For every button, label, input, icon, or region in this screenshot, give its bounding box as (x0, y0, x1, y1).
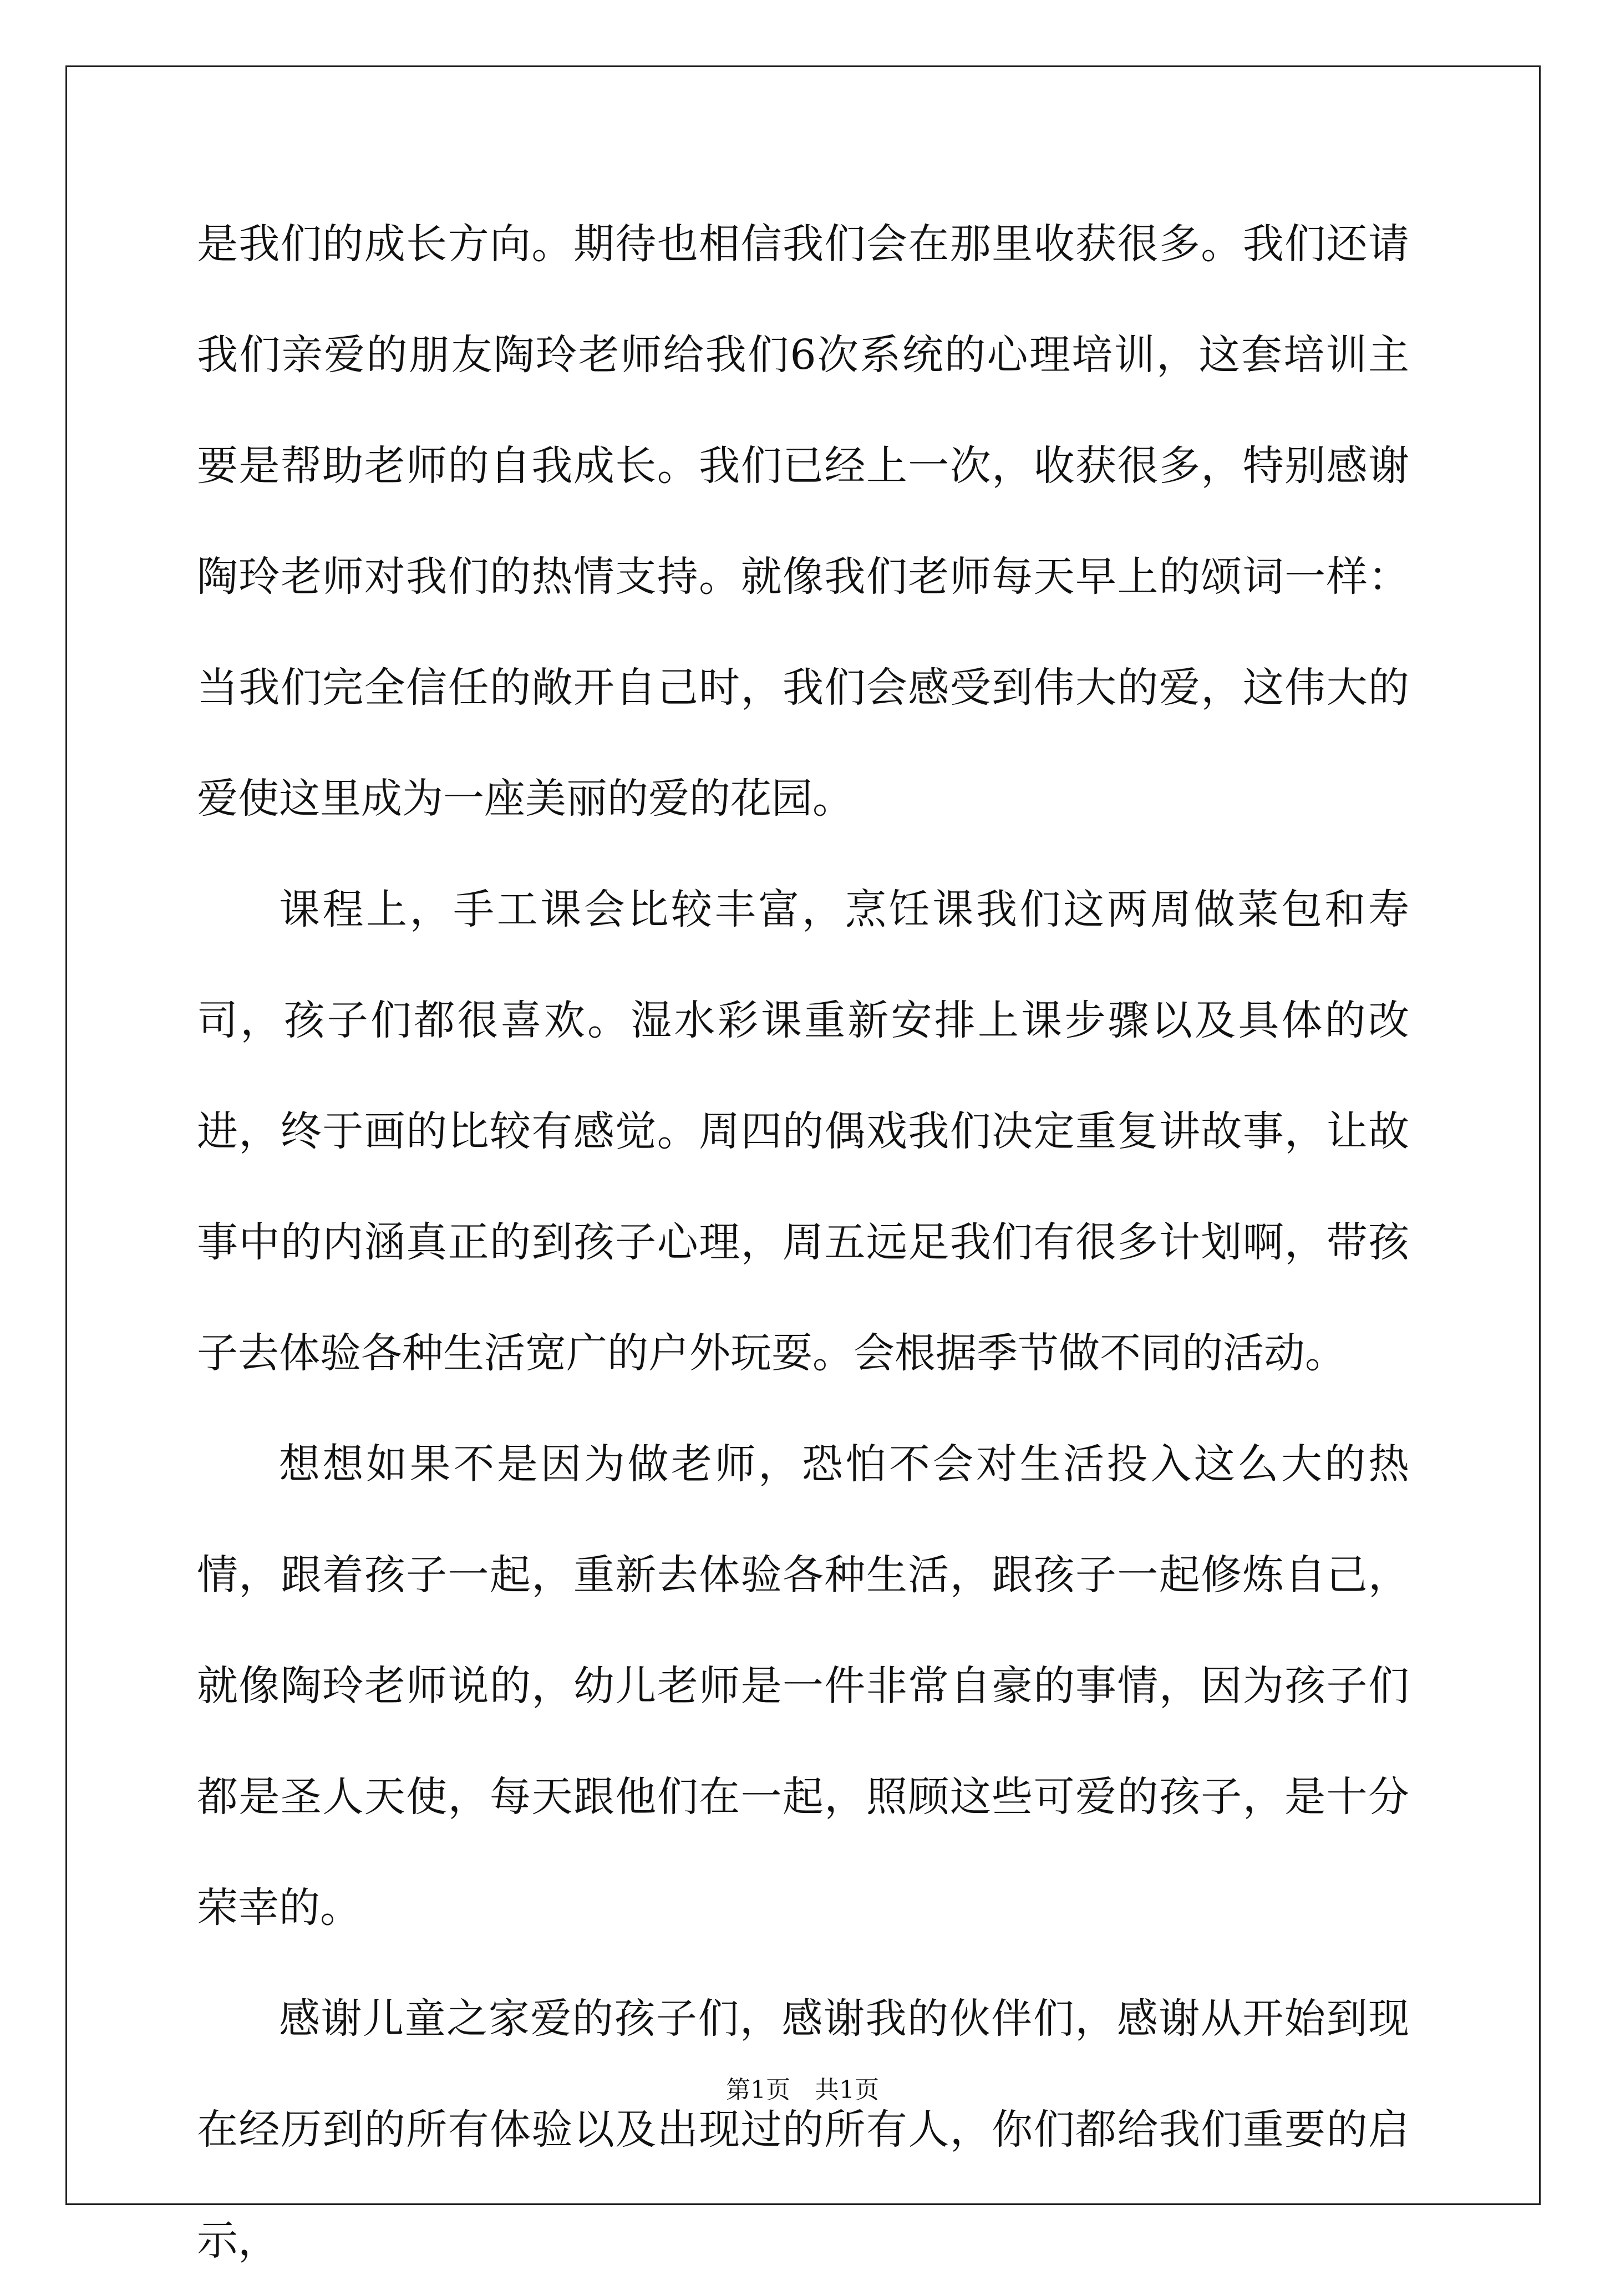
page-footer (0, 2070, 1605, 2105)
document-body (197, 189, 1409, 2296)
paragraph-1: 是我们的成长方向。期待也相信我们会在那里收获很多。我们还请我们亲爱的朋友陶玲老师给我们6次系统的心理培训，这套培训主要是帮助老师的自我成长。我们已经上一次，收获很多，特别感谢陶玲老师对我们的热情支持。就像我们老师每天早上的颂词一样：当我们完全信任的敞开自己时，我们会感受到伟大的爱，这伟大的爱使这里成为一座美丽的爱的花园。 (197, 220, 1409, 822)
page-number: 第1页 共1页 (726, 2076, 879, 2104)
paragraph-3: 想想如果不是因为做老师，恐怕不会对生活投入这么大的热情，跟着孩子一起，重新去体验各种生活，跟孩子一起修炼自己，就像陶玲老师说的，幼儿老师是一件非常自豪的事情，因为孩子们都是圣人天使，每天跟他们在一起，照顾这些可爱的孩子，是十分荣幸的。 (197, 1440, 1409, 1932)
paragraph-4: 感谢儿童之家爱的孩子们，感谢我的伙伴们，感谢从开始到现在经历到的所有体验以及出现过的所有人，你们都给我们重要的启示， (197, 1995, 1409, 2264)
paragraph-2: 课程上，手工课会比较丰富，烹饪课我们这两周做菜包和寿司，孩子们都很喜欢。湿水彩课重新安排上课步骤以及具体的改进，终于画的比较有感觉。周四的偶戏我们决定重复讲故事，让故事中的内涵真正的到孩子心理，周五远足我们有很多计划啊，带孩子去体验各种生活宽广的户外玩耍。会根据季节做不同的活动。 (197, 886, 1409, 1377)
